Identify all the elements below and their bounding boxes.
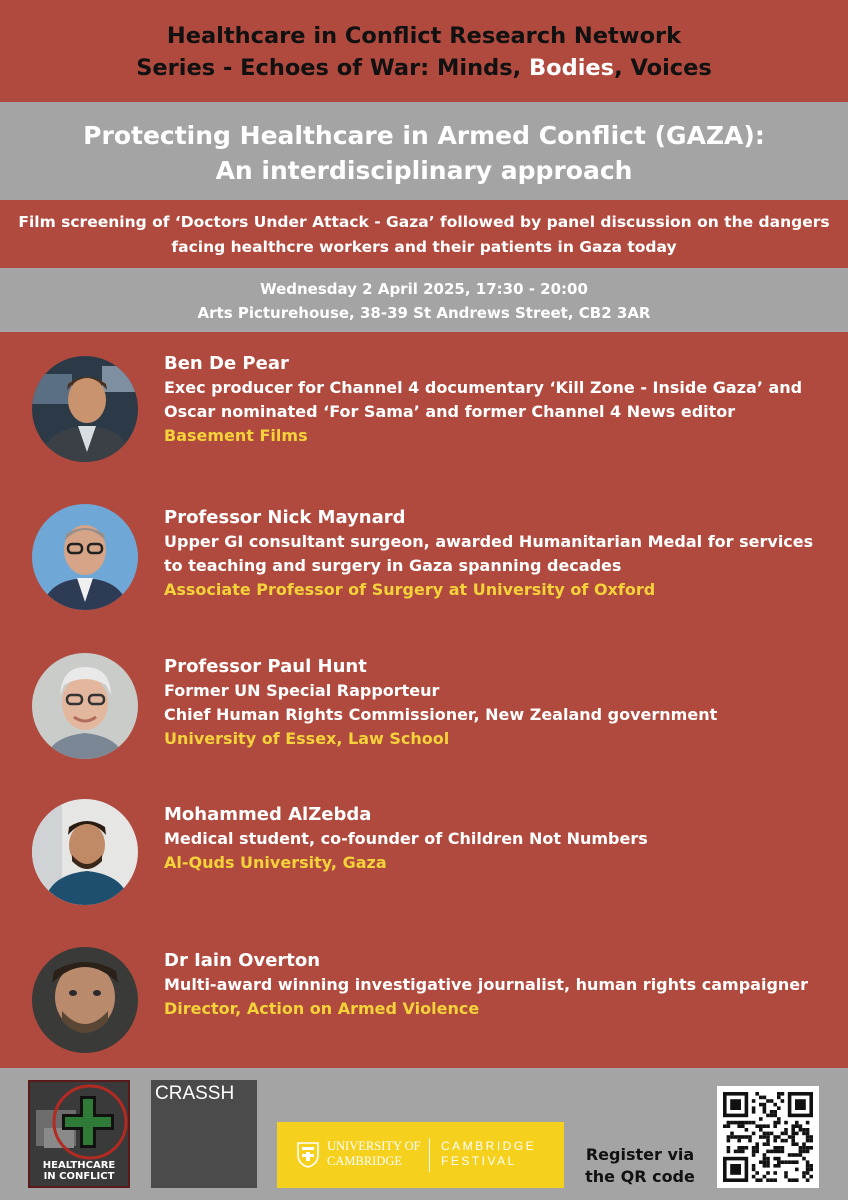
event-description [0, 200, 848, 268]
festival-name: CAMBRIDGE FESTIVAL [441, 1139, 537, 1168]
person-portrait-icon [32, 799, 138, 905]
speaker-photo [32, 947, 138, 1053]
speaker-photo [32, 356, 138, 462]
qr-code-icon[interactable] [717, 1086, 819, 1188]
speaker-text [164, 655, 834, 751]
speaker-text [164, 803, 834, 875]
logo-divider [429, 1138, 430, 1172]
speaker-role-line: Oscar nominated ‘For Sama’ and former Channel 4 News editor [164, 402, 736, 421]
speaker-text [164, 506, 834, 602]
event-date-time: Wednesday 2 April 2025, 17:30 - 20:00 [260, 280, 588, 298]
event-details [0, 268, 848, 332]
speaker-name: Professor Paul Hunt [164, 656, 367, 677]
speaker-affiliation: Al-Quds University, Gaza [164, 853, 387, 872]
event-title-line2: An interdisciplinary approach [215, 156, 633, 185]
speaker-affiliation: Basement Films [164, 426, 308, 445]
speaker-photo [32, 504, 138, 610]
speaker-role-line: Former UN Special Rapporteur [164, 681, 440, 700]
speaker-text [164, 352, 834, 448]
speaker-affiliation: Director, Action on Armed Violence [164, 999, 480, 1018]
speaker-role-line: to teaching and surgery in Gaza spanning decades [164, 556, 622, 575]
speaker-name: Dr Iain Overton [164, 950, 321, 971]
person-portrait-icon [32, 947, 138, 1053]
person-portrait-icon [32, 504, 138, 610]
speaker-text [164, 949, 834, 1021]
speaker-name: Mohammed AlZebda [164, 804, 372, 825]
speaker-role-line: Multi-award winning investigative journalist, human rights campaigner [164, 975, 809, 994]
event-title-line1: Protecting Healthcare in Armed Conflict (GAZA): [83, 121, 765, 150]
person-portrait-icon [32, 653, 138, 759]
speaker-photo [32, 653, 138, 759]
event-venue: Arts Picturehouse, 38-39 St Andrews Street, CB2 3AR [197, 304, 651, 322]
hic-logo-text: HEALTHCARE IN CONFLICT [42, 1160, 116, 1182]
speaker-name: Professor Nick Maynard [164, 507, 406, 528]
speaker-name: Ben De Pear [164, 353, 289, 374]
speaker-role-line: Exec producer for Channel 4 documentary ‘Kill Zone - Inside Gaza’ and [164, 378, 803, 397]
qr-code-graphic [717, 1086, 819, 1188]
cambridge-festival-logo [277, 1122, 564, 1188]
network-name: Healthcare in Conflict Research Network [166, 23, 682, 49]
person-portrait-icon [32, 356, 138, 462]
register-instruction: Register via the QR code [585, 1145, 695, 1186]
speaker-paul-hunt [0, 655, 848, 775]
event-description-line2: facing healthcre workers and their patients in Gaza today [171, 238, 677, 256]
speaker-iain-overton [0, 949, 848, 1069]
university-name: UNIVERSITY OF CAMBRIDGE [327, 1139, 421, 1168]
series-header [0, 0, 848, 102]
speaker-affiliation: Associate Professor of Surgery at University of Oxford [164, 580, 656, 599]
speaker-affiliation: University of Essex, Law School [164, 729, 450, 748]
speaker-role-line: Upper GI consultant surgeon, awarded Humanitarian Medal for services [164, 532, 814, 551]
series-name: Series - Echoes of War: Minds, Bodies, Voices [136, 55, 712, 81]
speaker-nick-maynard [0, 506, 848, 626]
healthcare-in-conflict-logo [28, 1080, 130, 1188]
university-crest-icon [297, 1142, 319, 1168]
speaker-role-line: Chief Human Rights Commissioner, New Zealand government [164, 705, 718, 724]
footer-logos [0, 1068, 848, 1200]
crassh-logo-text: CRASSH [155, 1083, 235, 1104]
speaker-photo [32, 799, 138, 905]
speaker-mohammed-alzebda [0, 803, 848, 923]
speaker-role-line: Medical student, co-founder of Children Not Numbers [164, 829, 648, 848]
crassh-logo [151, 1080, 257, 1188]
event-title [0, 102, 848, 200]
speaker-ben-de-pear [0, 352, 848, 472]
event-description-line1: Film screening of ‘Doctors Under Attack - Gaza’ followed by panel discussion on the dangers [18, 213, 830, 231]
